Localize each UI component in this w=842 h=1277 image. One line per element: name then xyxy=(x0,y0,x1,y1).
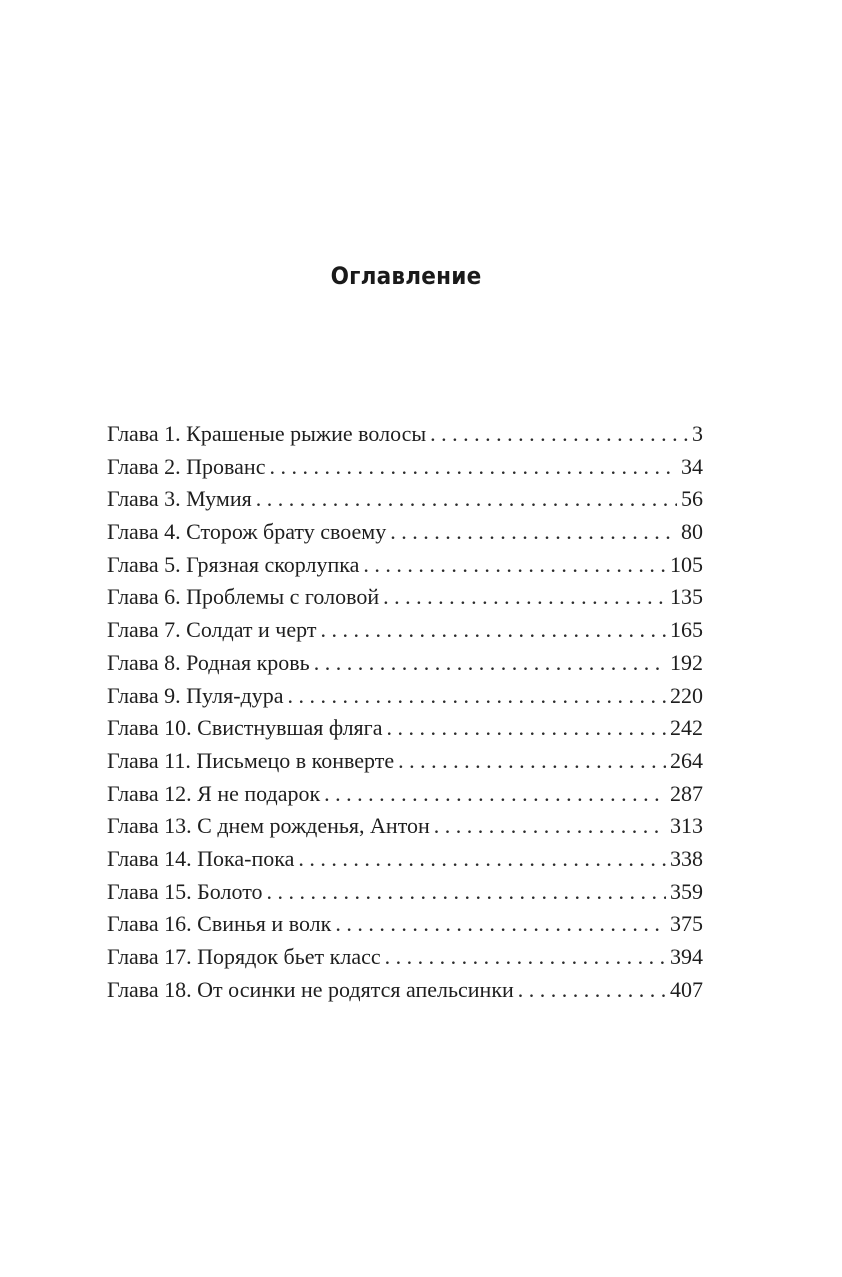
dot-leader xyxy=(398,745,666,778)
toc-entry[interactable] xyxy=(107,581,703,614)
toc-entry-title: Глава 8. Родная кровь xyxy=(107,649,310,675)
toc-entry-page: 394 xyxy=(670,944,703,969)
toc-entry-title: Глава 17. Порядок бьет класс xyxy=(107,944,381,969)
dot-leader xyxy=(314,647,666,680)
dot-leader xyxy=(298,843,666,876)
toc-entry-page: 313 xyxy=(670,813,703,839)
toc-entry-page: 242 xyxy=(670,715,703,741)
dot-leader xyxy=(434,810,666,843)
dot-leader xyxy=(385,941,666,974)
toc-entry[interactable] xyxy=(107,516,703,549)
toc-entry[interactable] xyxy=(107,843,703,876)
toc-entry-page: 80 xyxy=(681,519,703,545)
dot-leader xyxy=(383,581,666,614)
page-title: Оглавление xyxy=(330,262,482,290)
toc-entry[interactable] xyxy=(107,941,703,974)
toc-entry[interactable] xyxy=(107,614,703,647)
toc-entry-page: 264 xyxy=(670,747,703,773)
toc-entry-title: Глава 9. Пуля-дура xyxy=(107,682,284,708)
dot-leader xyxy=(287,680,666,713)
toc-entry[interactable] xyxy=(107,778,703,811)
toc-entry[interactable] xyxy=(107,418,703,451)
dot-leader xyxy=(267,876,666,909)
toc-entry[interactable] xyxy=(107,974,703,1007)
toc-entry[interactable] xyxy=(107,483,703,516)
table-of-contents xyxy=(107,418,703,1006)
toc-entry[interactable] xyxy=(107,908,703,941)
toc-entry-page: 165 xyxy=(670,617,703,643)
toc-entry-title: Глава 1. Крашеные рыжие волосы xyxy=(107,421,427,446)
dot-leader xyxy=(324,778,666,811)
toc-entry[interactable] xyxy=(107,549,703,582)
toc-entry-page: 192 xyxy=(670,649,703,675)
toc-entry-title: Глава 18. От осинки не родятся апельсинки xyxy=(107,976,514,1002)
toc-entry-title: Глава 6. Проблемы с головой xyxy=(107,584,380,610)
toc-entry-page: 287 xyxy=(670,780,703,806)
toc-entry-page: 375 xyxy=(670,911,703,937)
toc-entry-title: Глава 7. Солдат и черт xyxy=(107,617,317,643)
dot-leader xyxy=(363,549,666,582)
toc-entry-title: Глава 5. Грязная скорлупка xyxy=(107,551,360,577)
dot-leader xyxy=(269,451,677,484)
toc-entry[interactable] xyxy=(107,451,703,484)
toc-entry-title: Глава 16. Свинья и волк xyxy=(107,911,332,937)
toc-entry-title: Глава 4. Сторож брату своему xyxy=(107,519,387,545)
toc-entry-title: Глава 15. Болото xyxy=(107,878,263,904)
toc-entry-title: Глава 2. Прованс xyxy=(107,453,266,479)
dot-leader xyxy=(386,712,666,745)
toc-entry-page: 220 xyxy=(670,682,703,708)
toc-entry-page: 3 xyxy=(692,421,703,446)
toc-entry-page: 135 xyxy=(670,584,703,610)
toc-entry[interactable] xyxy=(107,745,703,778)
toc-entry-page: 34 xyxy=(681,453,703,479)
toc-entry[interactable] xyxy=(107,876,703,909)
toc-entry-title: Глава 10. Свистнувшая фляга xyxy=(107,715,383,741)
toc-entry[interactable] xyxy=(107,647,703,680)
toc-entry-page: 407 xyxy=(670,976,703,1002)
dot-leader xyxy=(335,908,666,941)
toc-entry-page: 56 xyxy=(681,486,703,512)
toc-entry-title: Глава 11. Письмецо в конверте xyxy=(107,747,395,773)
dot-leader xyxy=(256,483,677,516)
toc-entry-title: Глава 3. Мумия xyxy=(107,486,252,512)
toc-entry-page: 359 xyxy=(670,878,703,904)
toc-entry[interactable] xyxy=(107,810,703,843)
dot-leader xyxy=(320,614,666,647)
toc-entry-title: Глава 13. С днем рожденья, Антон xyxy=(107,813,430,839)
toc-entry-title: Глава 14. Пока-пока xyxy=(107,845,295,871)
toc-entry-page: 338 xyxy=(670,845,703,871)
dot-leader xyxy=(390,516,677,549)
toc-entry-title: Глава 12. Я не подарок xyxy=(107,780,321,806)
toc-entry[interactable] xyxy=(107,712,703,745)
toc-entry-page: 105 xyxy=(670,551,703,577)
dot-leader xyxy=(430,418,688,451)
toc-entry[interactable] xyxy=(107,680,703,713)
dot-leader xyxy=(518,974,666,1007)
